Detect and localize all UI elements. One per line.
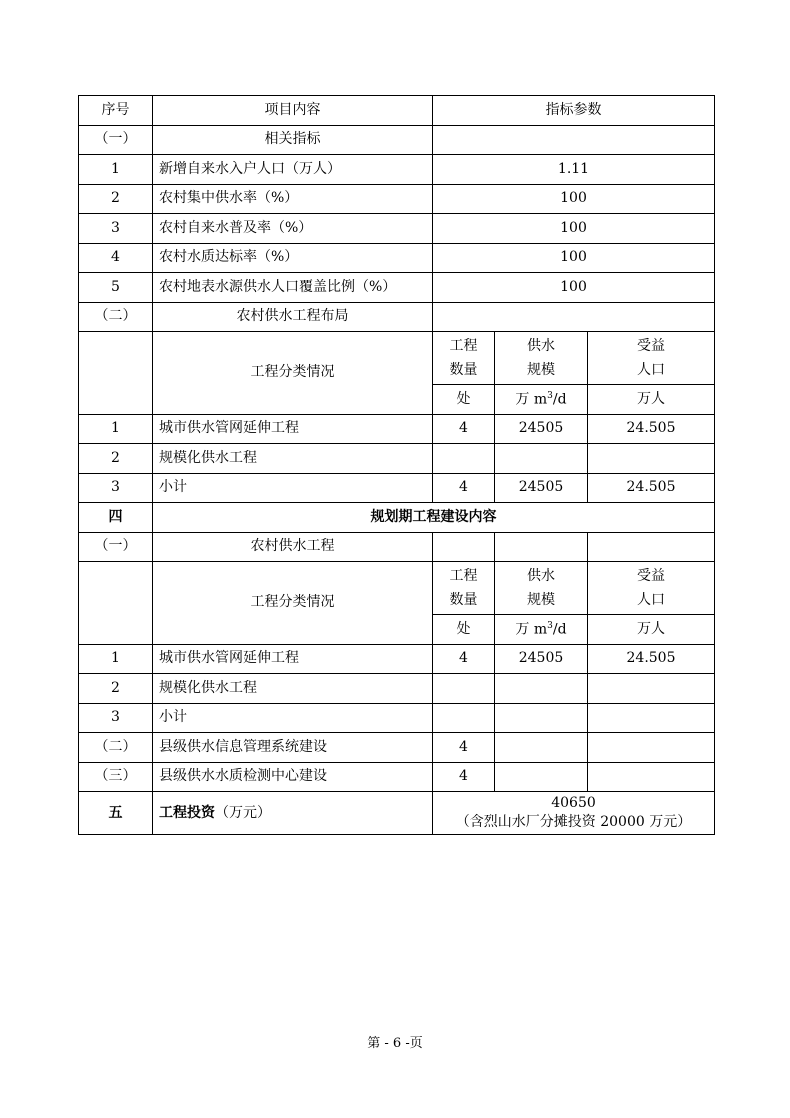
table-row <box>79 703 715 733</box>
row-seq: 3 <box>79 473 153 503</box>
row-pop <box>588 444 715 474</box>
table-row <box>79 473 715 503</box>
row-seq: 1 <box>79 414 153 444</box>
table-row <box>79 184 715 214</box>
unit-scale-pre: 万 m <box>515 391 548 408</box>
header-seq: 序号 <box>79 96 153 126</box>
section-title: 农村供水工程布局 <box>153 302 433 332</box>
empty-cell <box>588 532 715 562</box>
row-label: 新增自来水入户人口（万人） <box>153 155 433 185</box>
row-label: 县级供水水质检测中心建设 <box>153 762 433 792</box>
row-scale <box>495 674 588 704</box>
empty-cell <box>79 332 153 415</box>
row-label: 农村地表水源供水人口覆盖比例（%） <box>153 273 433 303</box>
row-count <box>433 444 495 474</box>
table-row <box>79 762 715 792</box>
row-seq: 1 <box>79 644 153 674</box>
investment-value <box>433 792 715 835</box>
unit-scale-sup: 3 <box>547 620 553 631</box>
investment-row <box>79 792 715 835</box>
section-seq: 五 <box>79 792 153 835</box>
subheader-row <box>79 562 715 615</box>
row-label: 农村自来水普及率（%） <box>153 214 433 244</box>
empty-cell <box>495 532 588 562</box>
section-row <box>79 503 715 533</box>
count-line1: 工程 <box>449 568 478 584</box>
row-label: 小计 <box>153 703 433 733</box>
subheader-pop <box>588 562 715 615</box>
row-scale <box>495 703 588 733</box>
empty-cell <box>495 762 588 792</box>
subheader-scale <box>495 562 588 615</box>
unit-pop: 万人 <box>588 615 715 645</box>
indicator-table <box>78 95 715 835</box>
row-scale: 24505 <box>495 414 588 444</box>
scale-line1: 供水 <box>527 338 555 354</box>
row-count <box>433 703 495 733</box>
row-value: 1.11 <box>433 155 715 185</box>
section-title: 规划期工程建设内容 <box>153 503 715 533</box>
row-count: 4 <box>433 644 495 674</box>
empty-cell <box>79 562 153 645</box>
row-seq: 4 <box>79 243 153 273</box>
row-seq: 2 <box>79 184 153 214</box>
row-scale: 24505 <box>495 473 588 503</box>
investment-label <box>153 792 433 835</box>
row-seq: （三） <box>79 762 153 792</box>
count-line1: 工程 <box>449 338 478 354</box>
scale-line1: 供水 <box>527 568 555 584</box>
row-label: 小计 <box>153 473 433 503</box>
row-seq: 5 <box>79 273 153 303</box>
row-count: 4 <box>433 733 495 763</box>
row-seq: 2 <box>79 444 153 474</box>
count-line2: 数量 <box>449 362 478 378</box>
table-row <box>79 414 715 444</box>
row-count <box>433 674 495 704</box>
unit-scale-pre: 万 m <box>515 621 548 638</box>
investment-total: 40650 <box>551 795 596 811</box>
row-label: 城市供水管网延伸工程 <box>153 414 433 444</box>
unit-scale <box>495 615 588 645</box>
investment-note: （含烈山水厂分摊投资 20000 万元） <box>455 814 692 830</box>
section-row <box>79 532 715 562</box>
empty-cell <box>433 532 495 562</box>
row-pop <box>588 674 715 704</box>
table-row <box>79 444 715 474</box>
table-row <box>79 214 715 244</box>
pop-line2: 人口 <box>637 362 665 378</box>
section-seq: （二） <box>79 302 153 332</box>
unit-scale-post: /d <box>552 391 567 408</box>
table-row <box>79 674 715 704</box>
row-pop <box>588 703 715 733</box>
table-row <box>79 243 715 273</box>
unit-scale-sup: 3 <box>547 390 553 401</box>
subheader-pop <box>588 332 715 385</box>
empty-cell <box>495 733 588 763</box>
row-seq: 3 <box>79 703 153 733</box>
row-value: 100 <box>433 273 715 303</box>
table-row <box>79 273 715 303</box>
subheader-count <box>433 332 495 385</box>
row-pop: 24.505 <box>588 644 715 674</box>
section-seq: （一） <box>79 125 153 155</box>
row-label: 农村集中供水率（%） <box>153 184 433 214</box>
row-count: 4 <box>433 414 495 444</box>
unit-count: 处 <box>433 385 495 415</box>
section-seq: （一） <box>79 532 153 562</box>
row-value: 100 <box>433 243 715 273</box>
row-label: 规模化供水工程 <box>153 674 433 704</box>
row-count: 4 <box>433 473 495 503</box>
pop-line1: 受益 <box>637 338 665 354</box>
unit-pop: 万人 <box>588 385 715 415</box>
row-label: 规模化供水工程 <box>153 444 433 474</box>
row-seq: 3 <box>79 214 153 244</box>
row-label: 城市供水管网延伸工程 <box>153 644 433 674</box>
row-scale: 24505 <box>495 644 588 674</box>
table-row <box>79 155 715 185</box>
table-header-row <box>79 96 715 126</box>
empty-cell <box>433 125 715 155</box>
count-line2: 数量 <box>449 592 478 608</box>
scale-line2: 规模 <box>527 592 555 608</box>
header-content: 项目内容 <box>153 96 433 126</box>
subheader-row <box>79 332 715 385</box>
row-seq: （二） <box>79 733 153 763</box>
section-row <box>79 125 715 155</box>
row-pop: 24.505 <box>588 473 715 503</box>
unit-scale-post: /d <box>552 621 567 638</box>
subheader-label: 工程分类情况 <box>153 332 433 415</box>
investment-label-unit: （万元） <box>215 804 271 821</box>
scale-line2: 规模 <box>527 362 555 378</box>
row-value: 100 <box>433 214 715 244</box>
row-scale <box>495 444 588 474</box>
row-seq: 2 <box>79 674 153 704</box>
table-row <box>79 644 715 674</box>
subheader-scale <box>495 332 588 385</box>
table-row <box>79 733 715 763</box>
row-label: 农村水质达标率（%） <box>153 243 433 273</box>
section-title: 相关指标 <box>153 125 433 155</box>
section-seq: 四 <box>79 503 153 533</box>
page-number: 第 - 6 -页 <box>367 1036 423 1051</box>
section-title: 农村供水工程 <box>153 532 433 562</box>
unit-count: 处 <box>433 615 495 645</box>
subheader-count <box>433 562 495 615</box>
pop-line1: 受益 <box>637 568 665 584</box>
header-params: 指标参数 <box>433 96 715 126</box>
row-count: 4 <box>433 762 495 792</box>
empty-cell <box>588 762 715 792</box>
unit-scale <box>495 385 588 415</box>
subheader-label: 工程分类情况 <box>153 562 433 645</box>
row-seq: 1 <box>79 155 153 185</box>
investment-label-bold: 工程投资 <box>159 804 215 821</box>
row-label: 县级供水信息管理系统建设 <box>153 733 433 763</box>
row-value: 100 <box>433 184 715 214</box>
row-pop: 24.505 <box>588 414 715 444</box>
pop-line2: 人口 <box>637 592 665 608</box>
empty-cell <box>433 302 715 332</box>
empty-cell <box>588 733 715 763</box>
section-row <box>79 302 715 332</box>
